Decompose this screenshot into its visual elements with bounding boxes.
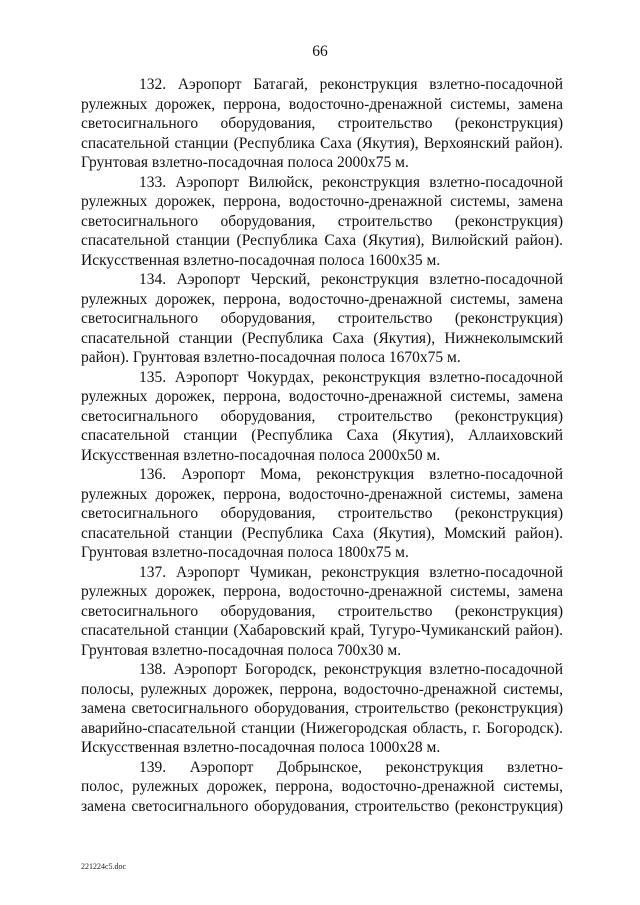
text-line: спасательной станции (Республика Саха (Якутия), Верхоянский район). — [81, 134, 563, 152]
text-line: Искусственная взлетно-посадочная полоса 2000х50 м. — [81, 446, 441, 464]
text-line: светосигнального оборудования, строительство (реконструкция) — [81, 407, 563, 425]
text-line: светосигнального оборудования, строительство (реконструкция) — [81, 212, 563, 230]
list-item — [81, 368, 563, 466]
text-line: рулежных дорожек, перрона, водосточно-дренажной системы, замена — [81, 583, 563, 600]
text-line: светосигнального оборудования, строительство (реконструкция) — [81, 602, 563, 620]
text-line: Грунтовая взлетно-посадочная полоса 1800х75 м. — [81, 544, 409, 561]
text-line: 139. Аэропорт Добрынское, реконструкция взлетно- — [139, 758, 563, 776]
text-line: район). Грунтовая взлетно-посадочная полоса 1670х75 м. — [81, 349, 461, 366]
list-item — [81, 173, 563, 271]
text-line: спасательной станции (Республика Саха (Якутия), Вилюйский район). — [81, 232, 563, 249]
text-line: 133. Аэропорт Вилюйск, реконструкция взлетно-посадочной — [139, 173, 563, 191]
text-line: аварийно-спасательной станции (Нижегородская область, г. Богородск). — [81, 719, 563, 737]
text-line: Грунтовая взлетно-посадочная полоса 700х30 м. — [81, 641, 402, 659]
document-body — [81, 75, 563, 816]
text-line: светосигнального оборудования, строительство (реконструкция) — [81, 310, 563, 327]
list-item — [81, 75, 563, 173]
text-line: полосы, рулежных дорожек, перрона, водосточно-дренажной системы, — [81, 680, 563, 698]
text-line: спасательной станции (Республика Саха (Якутия), Момский район). — [81, 524, 563, 542]
text-line: Грунтовая взлетно-посадочная полоса 2000х75 м. — [81, 154, 409, 171]
text-line: светосигнального оборудования, строительство (реконструкция) — [81, 115, 563, 132]
text-line: 135. Аэропорт Чокурдах, реконструкция взлетно-посадочной — [139, 368, 563, 386]
text-line: 134. Аэропорт Черский, реконструкция взлетно-посадочной — [139, 271, 563, 288]
footer-filename: 221224c5.doc — [81, 862, 127, 871]
text-line: рулежных дорожек, перрона, водосточно-дренажной системы, замена — [81, 290, 563, 308]
text-line: светосигнального оборудования, строительство (реконструкция) — [81, 505, 563, 522]
text-line: спасательной станции (Хабаровский край, Тугуро-Чумиканский район). — [81, 622, 563, 639]
text-line: 132. Аэропорт Батагай, реконструкция взлетно-посадочной — [139, 76, 563, 93]
list-item — [81, 563, 563, 661]
text-line: рулежных дорожек, перрона, водосточно-дренажной системы, замена — [81, 95, 563, 113]
text-line: 138. Аэропорт Богородск, реконструкция взлетно-посадочной — [139, 661, 563, 678]
text-line: рулежных дорожек, перрона, водосточно-дренажной системы, замена — [81, 485, 563, 503]
text-line: рулежных дорожек, перрона, водосточно-дренажной системы, замена — [81, 388, 563, 405]
text-line: замена светосигнального оборудования, строительство (реконструкция) — [81, 700, 563, 717]
text-line: полос, рулежных дорожек, перрона, водосточно-дренажной системы, — [81, 778, 563, 795]
text-line: рулежных дорожек, перрона, водосточно-дренажной системы, замена — [81, 193, 563, 210]
text-line: спасательной станции (Республика Саха (Якутия), Нижнеколымский — [81, 329, 563, 347]
page-number: 66 — [312, 43, 328, 60]
text-line: Искусственная взлетно-посадочная полоса 1600х35 м. — [81, 251, 441, 269]
text-line: 136. Аэропорт Мома, реконструкция взлетно-посадочной — [139, 466, 563, 483]
list-item — [81, 465, 563, 563]
text-line: замена светосигнального оборудования, строительство (реконструкция) — [81, 797, 563, 815]
text-line: Искусственная взлетно-посадочная полоса 1000х28 м. — [81, 739, 441, 756]
list-item — [81, 758, 563, 817]
list-item — [81, 660, 563, 758]
text-line: 137. Аэропорт Чумикан, реконструкция взлетно-посадочной — [139, 563, 563, 581]
text-line: спасательной станции (Республика Саха (Якутия), Аллаиховский — [81, 427, 563, 444]
list-item — [81, 270, 563, 368]
